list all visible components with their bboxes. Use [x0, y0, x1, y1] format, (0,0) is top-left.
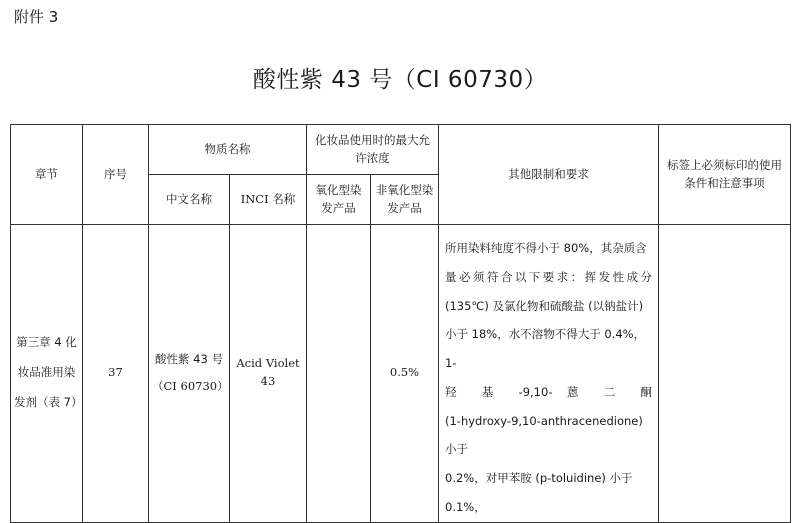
- chapter-text: 第三章 4 化妆品准用染发剂（表 7）: [14, 335, 83, 410]
- requirement-line: 小于 18%，水不溶物不得大于 0.4%，1-: [445, 327, 646, 370]
- cell-cn-name: [149, 225, 230, 523]
- requirement-line: 所用染料纯度不得小于 80%，其杂质含: [445, 241, 647, 255]
- document-title: 酸性紫 43 号（CI 60730）: [252, 67, 548, 93]
- cn-name-line-1: 酸性紫 43 号: [155, 351, 223, 366]
- cell-oxidizing: [307, 225, 371, 523]
- requirement-line: 量必须符合以下要求：挥发性成分: [445, 269, 652, 284]
- attachment-label: 附件 3: [14, 8, 59, 26]
- cell-non-oxidizing: 0.5%: [371, 225, 439, 523]
- header-chapter: 章节: [11, 125, 83, 225]
- header-cn-name: 中文名称: [149, 175, 230, 225]
- cell-seq: 37: [83, 225, 149, 523]
- cn-name-line-2: （CI 60730）: [152, 379, 229, 394]
- requirement-line: (135℃) 及氯化物和硫酸盐 (以钠盐计): [445, 298, 644, 313]
- cell-requirements: [439, 225, 659, 523]
- regulation-table: [10, 124, 791, 523]
- header-substance-name: 物质名称: [149, 125, 307, 175]
- header-label-conditions: 标签上必须标印的使用条件和注意事项: [659, 125, 791, 225]
- cell-label-conditions: [659, 225, 791, 523]
- requirement-line: 羟 基 -9,10- 蒽 二 酮: [445, 384, 652, 399]
- requirement-line: (1-hydroxy-9,10-anthracenedione) 小于: [445, 413, 643, 457]
- header-seq: 序号: [83, 125, 149, 225]
- header-max-concentration: 化妆品使用时的最大允许浓度: [307, 125, 439, 175]
- header-non-oxidizing: 非氧化型染发产品: [371, 175, 439, 225]
- cell-chapter: [11, 225, 83, 523]
- header-inci-name: INCI 名称: [230, 175, 307, 225]
- header-other-limits: 其他限制和要求: [439, 125, 659, 225]
- cell-inci-name: Acid Violet 43: [230, 225, 307, 523]
- requirement-line: 0.2%，对甲苯胺 (p-toluidine) 小于 0.1%，: [445, 471, 633, 514]
- header-oxidizing: 氧化型染发产品: [307, 175, 371, 225]
